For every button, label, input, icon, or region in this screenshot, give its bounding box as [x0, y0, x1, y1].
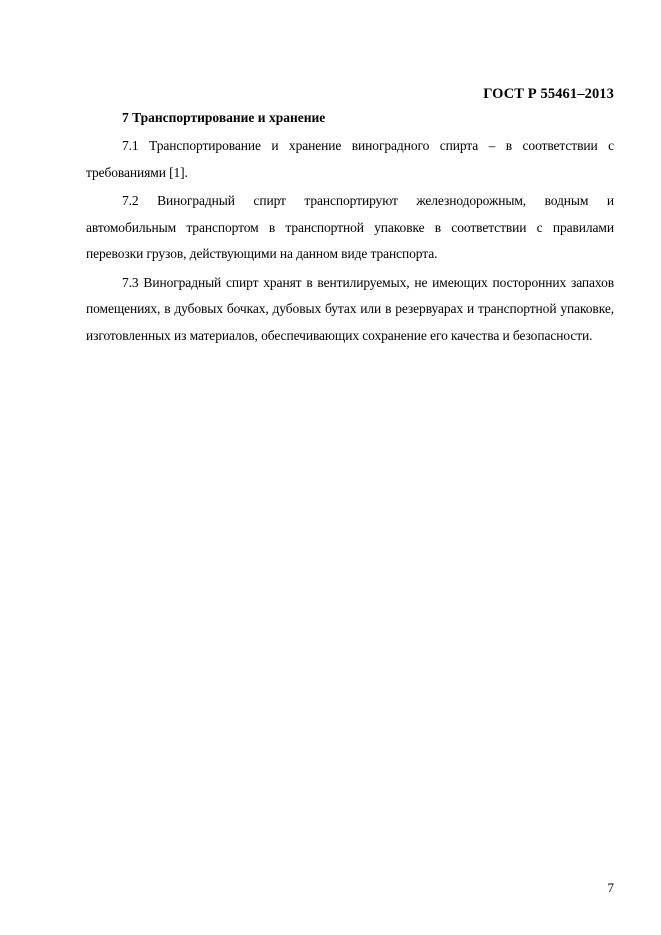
page-number: 7 [607, 880, 614, 895]
section-content [86, 108, 614, 351]
section-title: 7 Транспортирование и хранение [122, 110, 326, 125]
paragraph-7-3: 7.3 Виноградный спирт хранят в вентилируемых, не имеющих посторонних запахов помещениях, в дубовых бочках, дубовых бутах или в резервуарах и транспортной упаковке, изготовленных из материалов, обеспечивающих сохранение его качества и безопасности. [86, 274, 614, 343]
document-code-header: ГОСТ Р 55461–2013 [483, 86, 614, 102]
paragraph-7-2: 7.2 Виноградный спирт транспортируют железнодорожным, водным и автомобильным транспортом в транспортной упаковке в соответствии с правилами перевозки грузов, действующими на данном виде транспорта. [86, 193, 614, 261]
paragraph-7-1: 7.1 Транспортирование и хранение виноградного спирта – в соответствии с требованиями [1]. [86, 138, 614, 180]
